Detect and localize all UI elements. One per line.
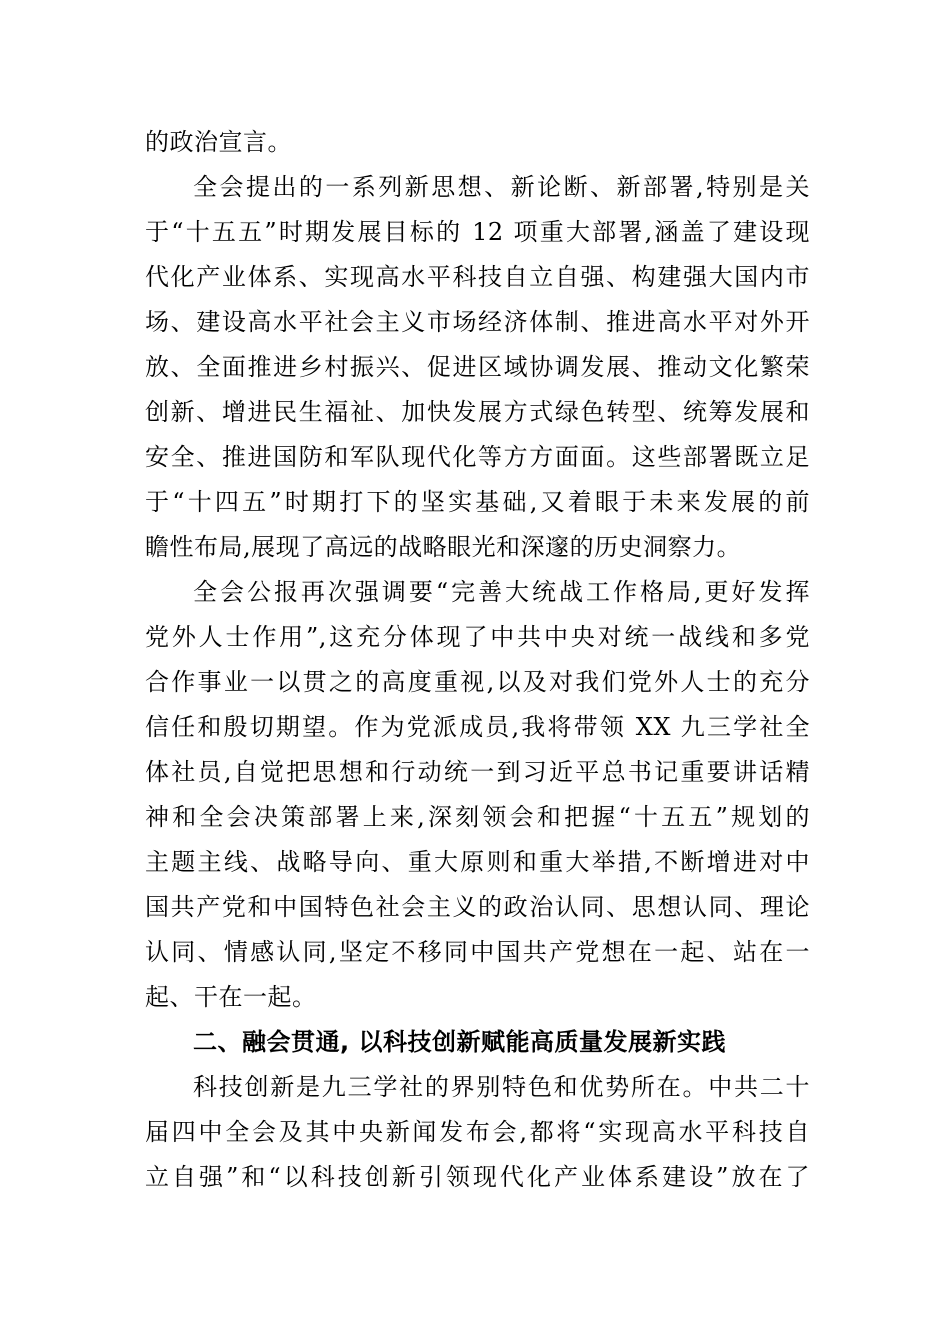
- text-line: 创新、增进民生福祉、加快发展方式绿色转型、统筹发展和: [145, 398, 810, 426]
- text-line: 代化产业体系、实现高水平科技自立自强、构建强大国内市: [145, 263, 810, 291]
- text-line: 全会提出的一系列新思想、新论断、新部署,特别是关: [193, 173, 810, 201]
- document-body: [145, 120, 810, 1200]
- section-heading: 二、融会贯通, 以科技创新赋能高质量发展新实践: [193, 1028, 726, 1056]
- text-line: 放、全面推进乡村振兴、促进区域协调发展、推动文化繁荣: [145, 353, 810, 381]
- text-line: 场、建设高水平社会主义市场经济体制、推进高水平对外开: [145, 308, 810, 336]
- text-line: 体社员,自觉把思想和行动统一到习近平总书记重要讲话精: [145, 758, 810, 786]
- text-line: 安全、推进国防和军队现代化等方方面面。这些部署既立足: [145, 443, 810, 471]
- text-line: 主题主线、战略导向、重大原则和重大举措,不断增进对中: [145, 848, 810, 876]
- text-line: 合作事业一以贯之的高度重视,以及对我们党外人士的充分: [145, 668, 810, 696]
- text-line: 国共产党和中国特色社会主义的政治认同、思想认同、理论: [145, 893, 810, 921]
- text-line: 起、干在一起。: [145, 983, 317, 1011]
- text-line: 届四中全会及其中央新闻发布会,都将“实现高水平科技自: [145, 1118, 810, 1146]
- text-line: 认同、情感认同,坚定不移同中国共产党想在一起、站在一: [145, 938, 810, 966]
- text-line: 于“十四五”时期打下的坚实基础,又着眼于未来发展的前: [145, 488, 810, 516]
- text-line: 党外人士作用”,这充分体现了中共中央对统一战线和多党: [145, 623, 810, 651]
- text-line: 科技创新是九三学社的界别特色和优势所在。中共二十: [193, 1073, 810, 1101]
- text-line: 于“十五五”时期发展目标的 12 项重大部署,涵盖了建设现: [145, 218, 810, 246]
- text-line: 全会公报再次强调要“完善大统战工作格局,更好发挥: [193, 578, 810, 606]
- text-line: 立自强”和“以科技创新引领现代化产业体系建设”放在了: [145, 1163, 810, 1191]
- text-line: 神和全会决策部署上来,深刻领会和把握“十五五”规划的: [145, 803, 810, 831]
- text-line: 的政治宣言。: [145, 128, 292, 156]
- text-line: 瞻性布局,展现了高远的战略眼光和深邃的历史洞察力。: [145, 533, 742, 561]
- text-line: 信任和殷切期望。作为党派成员,我将带领 XX 九三学社全: [145, 713, 810, 741]
